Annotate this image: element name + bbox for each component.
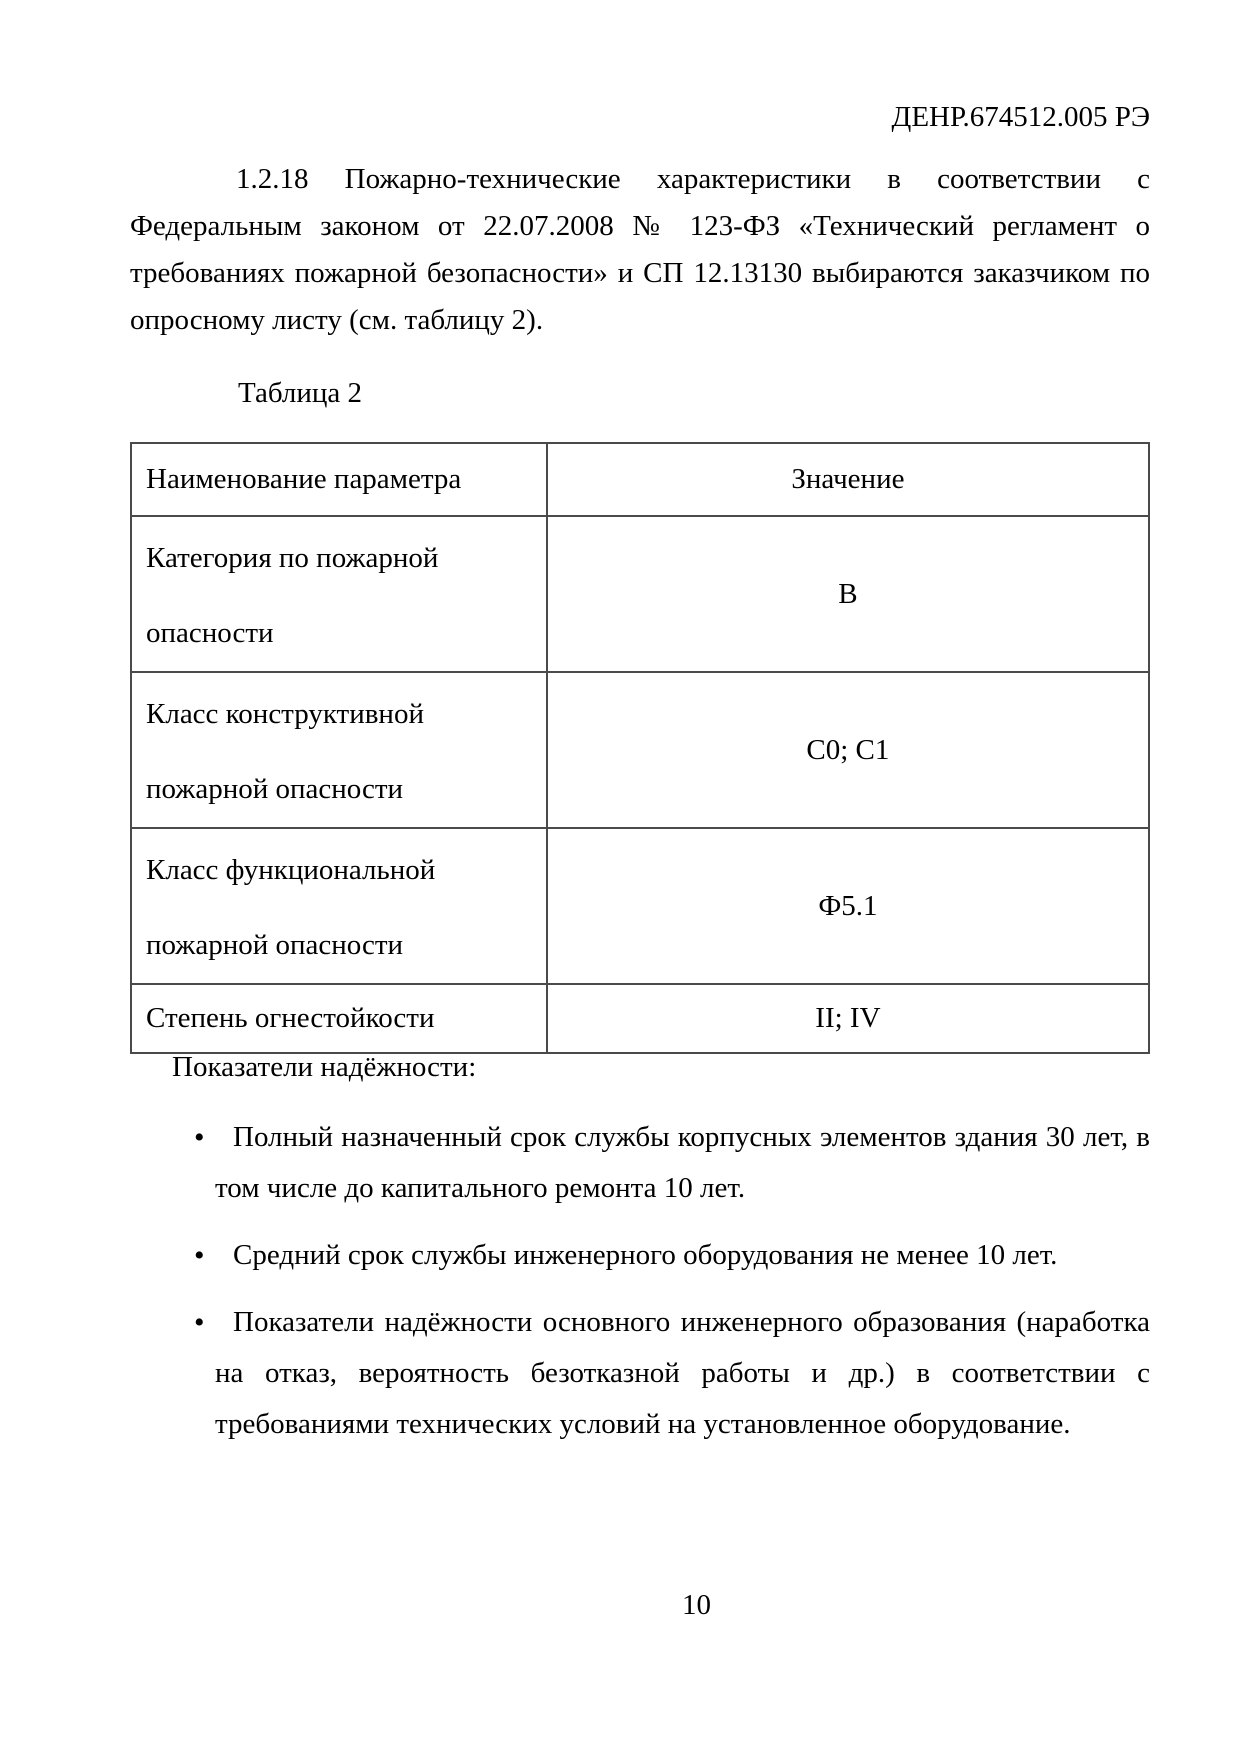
parameter-cell: Степень огнестойкости	[131, 984, 547, 1053]
page-number: 10	[682, 1589, 711, 1621]
reliability-list	[130, 1112, 1150, 1466]
table-row	[131, 516, 1149, 672]
parameter-cell: Класс функциональной пожарной опасности	[131, 828, 547, 984]
table-header-row	[131, 443, 1149, 516]
fire-characteristics-table	[130, 442, 1150, 1054]
document-code-header: ДЕНР.674512.005 РЭ	[891, 101, 1150, 133]
table-row	[131, 672, 1149, 828]
list-item: • Полный назначенный срок службы корпусных элементов здания 30 лет, в том числе до капитального ремонта 10 лет.	[130, 1112, 1150, 1214]
table-row	[131, 828, 1149, 984]
column-header-value: Значение	[547, 443, 1149, 516]
parameter-cell: Категория по пожарной опасности	[131, 516, 547, 672]
list-item: • Средний срок службы инженерного оборудования не менее 10 лет.	[130, 1230, 1150, 1281]
list-item: • Показатели надёжности основного инженерного образования (наработка на отказ, вероятность безотказной работы и др.) в соответствии с требованиями технических условий на установленное оборудование.	[130, 1297, 1150, 1450]
column-header-parameter: Наименование параметра	[131, 443, 547, 516]
table-row	[131, 984, 1149, 1053]
parameter-cell: Класс конструктивной пожарной опасности	[131, 672, 547, 828]
value-cell: С0; С1	[547, 672, 1149, 828]
reliability-heading: Показатели надёжности:	[172, 1051, 477, 1083]
value-cell: II; IV	[547, 984, 1149, 1053]
table-caption: Таблица 2	[238, 377, 363, 409]
value-cell: В	[547, 516, 1149, 672]
paragraph-1-2-18: 1.2.18 Пожарно-технические характеристики в соответствии с Федеральным законом от 22.07.2008 № 123-ФЗ «Технический регламент о требованиях пожарной безопасности» и СП 12.13130 выбираются заказчиком по опросному листу (см. таблицу 2).	[130, 163, 1150, 336]
value-cell: Ф5.1	[547, 828, 1149, 984]
